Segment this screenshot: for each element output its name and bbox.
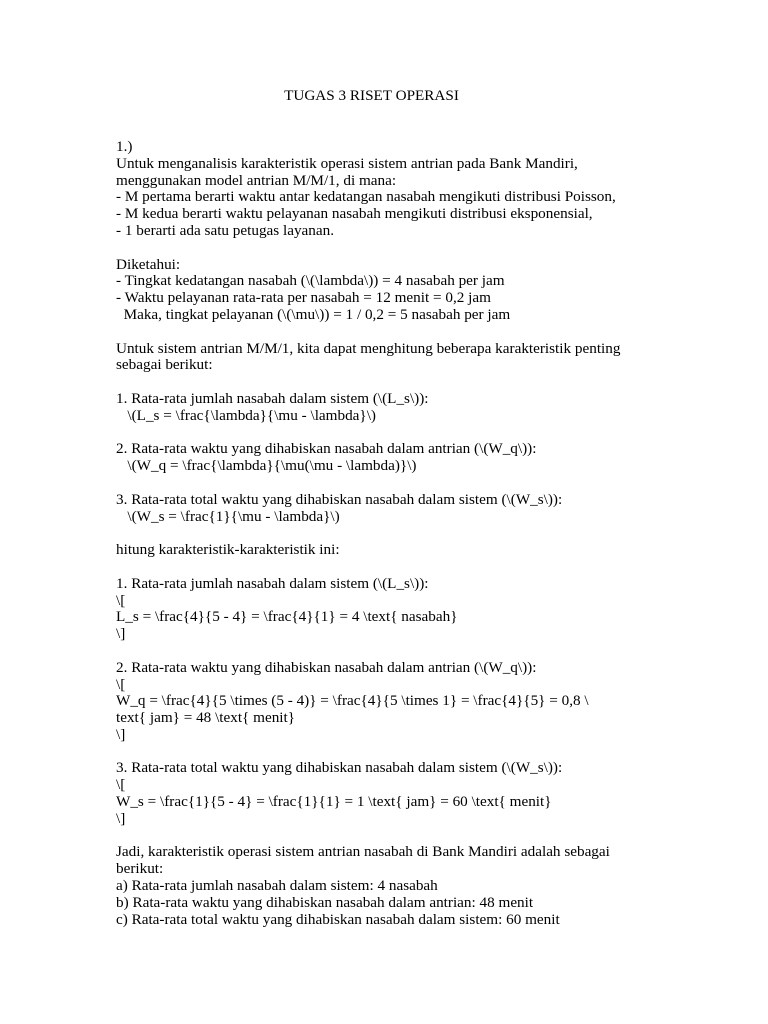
text-line: Maka, tingkat pelayanan (\(\mu\)) = 1 / 0,2 = 5 nasabah per jam — [116, 305, 511, 323]
text-line: - M pertama berarti waktu antar kedatangan nasabah mengikuti distribusi Poisson, — [116, 188, 616, 206]
text-line: hitung karakteristik-karakteristik ini: — [116, 541, 340, 559]
blank-line — [116, 425, 656, 442]
text-line: \[ — [116, 776, 126, 794]
text-line: Untuk menganalisis karakteristik operasi sistem antrian pada Bank Mandiri, — [116, 154, 578, 172]
blank-line — [116, 240, 656, 257]
document-title: TUGAS 3 RISET OPERASI — [284, 87, 459, 104]
blank-line — [116, 324, 656, 341]
text-line: \] — [116, 725, 126, 743]
text-line: \[ — [116, 675, 126, 693]
text-line: menggunakan model antrian M/M/1, di mana: — [116, 171, 397, 189]
text-line: 3. Rata-rata total waktu yang dihabiskan nasabah dalam sistem (\(W_s\)): — [116, 759, 563, 777]
text-line: - Tingkat kedatangan nasabah (\(\lambda\)) = 4 nasabah per jam — [116, 272, 505, 290]
blank-line — [116, 525, 656, 542]
text-line: \(W_q = \frac{\lambda}{\mu(\mu - \lambda)}\) — [116, 457, 417, 475]
text-line: berikut: — [116, 860, 164, 878]
text-line: L_s = \frac{4}{5 - 4} = \frac{4}{1} = 4 \text{ nasabah} — [116, 608, 458, 626]
blank-line — [116, 643, 656, 660]
text-line: W_s = \frac{1}{5 - 4} = \frac{1}{1} = 1 \text{ jam} = 60 \text{ menit} — [116, 793, 552, 811]
text-line: 3. Rata-rata total waktu yang dihabiskan nasabah dalam sistem (\(W_s\)): — [116, 490, 563, 508]
document-body — [116, 139, 656, 928]
text-line: W_q = \frac{4}{5 \times (5 - 4)} = \frac{4}{5 \times 1} = \frac{4}{5} = 0,8 \ — [116, 692, 589, 710]
text-line: text{ jam} = 48 \text{ menit} — [116, 709, 296, 727]
text-line: - M kedua berarti waktu pelayanan nasabah mengikuti distribusi eksponensial, — [116, 205, 593, 223]
text-line: b) Rata-rata waktu yang dihabiskan nasabah dalam antrian: 48 menit — [116, 893, 534, 911]
text-line: \[ — [116, 591, 126, 609]
text-line: Diketahui: — [116, 255, 181, 273]
text-line: c) Rata-rata total waktu yang dihabiskan nasabah dalam sistem: 60 menit — [116, 910, 560, 928]
text-line: Jadi, karakteristik operasi sistem antrian nasabah di Bank Mandiri adalah sebagai — [116, 843, 610, 861]
text-line: 1. Rata-rata jumlah nasabah dalam sistem (\(L_s\)): — [116, 574, 429, 592]
text-line: 1. Rata-rata jumlah nasabah dalam sistem (\(L_s\)): — [116, 389, 429, 407]
blank-line — [116, 828, 656, 845]
text-line: - 1 berarti ada satu petugas layanan. — [116, 221, 335, 239]
blank-line — [116, 475, 656, 492]
text-line: \] — [116, 625, 126, 643]
text-line: \] — [116, 809, 126, 827]
blank-line — [116, 559, 656, 576]
blank-line — [116, 374, 656, 391]
text-line: sebagai berikut: — [116, 356, 213, 374]
text-line: 1.) — [116, 138, 133, 155]
text-line: 2. Rata-rata waktu yang dihabiskan nasabah dalam antrian (\(W_q\)): — [116, 658, 537, 676]
text-line: - Waktu pelayanan rata-rata per nasabah = 12 menit = 0,2 jam — [116, 289, 491, 307]
text-line: \(W_s = \frac{1}{\mu - \lambda}\) — [116, 507, 340, 525]
text-line: Untuk sistem antrian M/M/1, kita dapat menghitung beberapa karakteristik penting — [116, 339, 621, 357]
text-line: a) Rata-rata jumlah nasabah dalam sistem: 4 nasabah — [116, 877, 438, 895]
text-line: 2. Rata-rata waktu yang dihabiskan nasabah dalam antrian (\(W_q\)): — [116, 440, 537, 458]
text-line: \(L_s = \frac{\lambda}{\mu - \lambda}\) — [116, 406, 376, 424]
blank-line — [116, 744, 656, 761]
